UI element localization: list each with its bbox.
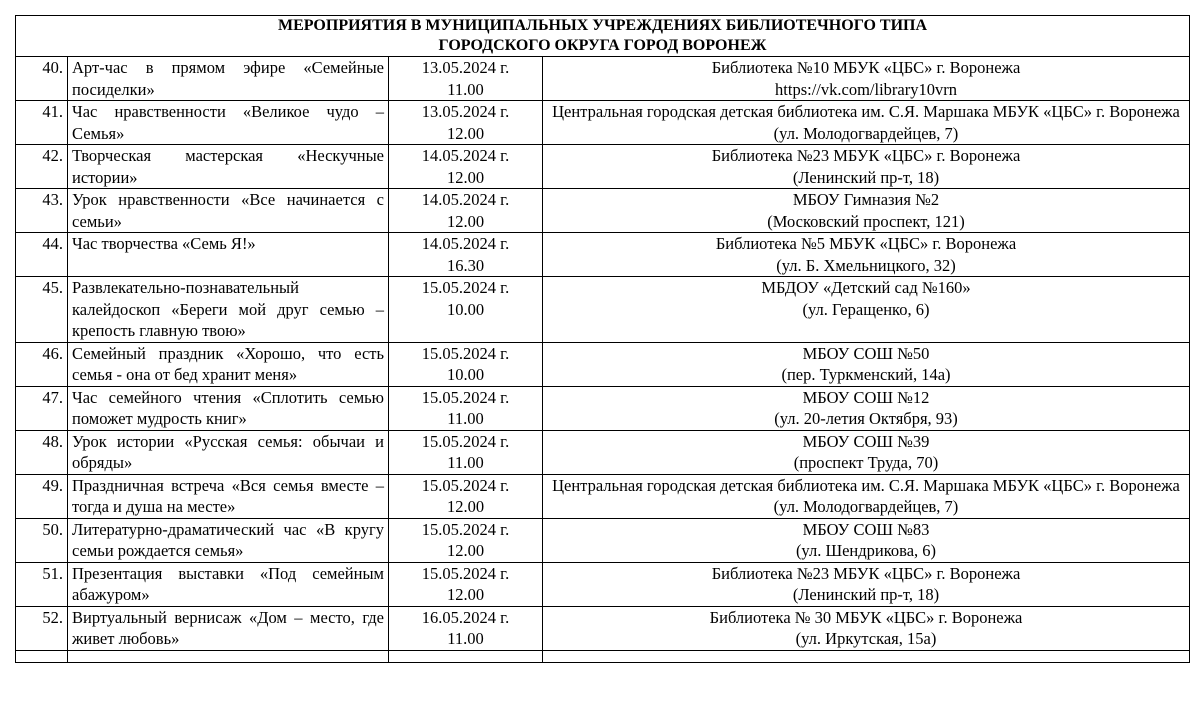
event-date: 15.05.2024 г. — [421, 563, 510, 583]
venue-name: МБОУ СОШ №12 — [802, 387, 930, 407]
venue-address: (ул. 20-летия Октября, 93) — [774, 409, 958, 428]
table-row — [16, 145, 1190, 189]
event-date: 15.05.2024 г. — [421, 343, 510, 363]
venue-name: Библиотека №10 МБУК «ЦБС» г. Воронежа — [711, 58, 1021, 77]
venue-address: (ул. Шендрикова, 6) — [795, 541, 937, 560]
row-number: 49. — [16, 474, 68, 518]
table-row — [16, 277, 1190, 343]
venue-address: (ул. Геращенко, 6) — [802, 299, 930, 319]
event-date: 14.05.2024 г. — [421, 190, 510, 209]
venue-name: Центральная городская детская библиотека им. С.Я. Маршака МБУК «ЦБС» г. Воронежа — [552, 102, 1180, 121]
event-name: Арт-час в прямом эфире «Семейные посиделки» — [68, 57, 389, 101]
event-date: 15.05.2024 г. — [421, 519, 510, 539]
event-time: 12.00 — [446, 497, 485, 516]
row-number: 46. — [16, 342, 68, 386]
event-name: Литературно-драматический час «В кругу семьи рождается семья» — [68, 518, 389, 562]
event-name: Праздничная встреча «Вся семья вместе – тогда и душа на месте» — [68, 474, 389, 518]
venue-name: МБОУ СОШ №39 — [802, 431, 930, 451]
table-row — [16, 562, 1190, 606]
venue-address: (Ленинский пр-т, 18) — [792, 167, 940, 187]
table-title-row — [16, 16, 1190, 57]
table-row — [16, 430, 1190, 474]
venue-name: Библиотека №23 МБУК «ЦБС» г. Воронежа — [711, 146, 1021, 165]
table-row — [16, 342, 1190, 386]
table-row — [16, 386, 1190, 430]
event-name: Семейный праздник «Хорошо, что есть семья - она от бед хранит меня» — [68, 342, 389, 386]
empty-cell — [16, 650, 68, 662]
event-time: 12.00 — [446, 541, 485, 560]
row-number: 47. — [16, 386, 68, 430]
row-number: 50. — [16, 518, 68, 562]
row-number: 52. — [16, 606, 68, 650]
event-venue — [543, 145, 1190, 189]
row-number: 40. — [16, 57, 68, 101]
title-line-2: ГОРОДСКОГО ОКРУГА ГОРОД ВОРОНЕЖ — [438, 37, 767, 54]
event-datetime — [389, 342, 543, 386]
table-row — [16, 189, 1190, 233]
event-date: 16.05.2024 г. — [421, 607, 510, 627]
table-row — [16, 474, 1190, 518]
event-venue — [543, 474, 1190, 518]
event-date: 15.05.2024 г. — [421, 387, 510, 407]
venue-address: (ул. Иркутская, 15а) — [795, 629, 937, 648]
event-time: 11.00 — [447, 453, 484, 472]
event-name: Развлекательно-познавательный калейдоскоп «Береги мой друг семью – крепость главную твою» — [68, 277, 389, 343]
event-name: Час творчества «Семь Я!» — [68, 233, 389, 277]
event-datetime — [389, 606, 543, 650]
event-time: 16.30 — [446, 255, 485, 275]
table-row — [16, 518, 1190, 562]
row-number: 43. — [16, 189, 68, 233]
event-name: Виртуальный вернисаж «Дом – место, где живет любовь» — [68, 606, 389, 650]
table-row — [16, 606, 1190, 650]
event-datetime — [389, 189, 543, 233]
event-date: 13.05.2024 г. — [421, 58, 510, 77]
event-name: Час нравственности «Великое чудо – Семья» — [68, 101, 389, 145]
title-line-1: МЕРОПРИЯТИЯ В МУНИЦИПАЛЬНЫХ УЧРЕЖДЕНИЯХ БИБЛИОТЕЧНОГО ТИПА — [277, 17, 928, 34]
table-title — [16, 16, 1190, 57]
event-venue — [543, 562, 1190, 606]
row-number: 41. — [16, 101, 68, 145]
event-venue — [543, 518, 1190, 562]
event-name: Час семейного чтения «Сплотить семью поможет мудрость книг» — [68, 386, 389, 430]
events-table — [15, 15, 1190, 663]
event-datetime — [389, 518, 543, 562]
event-date: 15.05.2024 г. — [421, 475, 510, 495]
venue-name: Библиотека №5 МБУК «ЦБС» г. Воронежа — [715, 234, 1017, 253]
event-time: 10.00 — [446, 299, 485, 319]
event-datetime — [389, 101, 543, 145]
event-datetime — [389, 277, 543, 343]
event-date: 14.05.2024 г. — [421, 234, 510, 253]
venue-address: (Ленинский пр-т, 18) — [792, 585, 940, 604]
event-venue — [543, 277, 1190, 343]
venue-name: МБОУ СОШ №83 — [802, 519, 930, 539]
event-time: 12.00 — [446, 585, 485, 604]
venue-address: (Московский проспект, 121) — [767, 211, 965, 231]
event-time: 12.00 — [446, 123, 485, 143]
venue-name: МБДОУ «Детский сад №160» — [761, 278, 971, 297]
event-datetime — [389, 386, 543, 430]
row-number: 42. — [16, 145, 68, 189]
event-name: Презентация выставки «Под семейным абажуром» — [68, 562, 389, 606]
table-row — [16, 101, 1190, 145]
event-datetime — [389, 562, 543, 606]
venue-address: (ул. Б. Хмельницкого, 32) — [776, 255, 956, 275]
event-time: 11.00 — [447, 409, 484, 428]
row-number: 48. — [16, 430, 68, 474]
event-time: 11.00 — [447, 629, 484, 648]
event-venue — [543, 233, 1190, 277]
event-venue — [543, 101, 1190, 145]
event-venue — [543, 386, 1190, 430]
event-name: Творческая мастерская «Нескучные истории» — [68, 145, 389, 189]
event-time: 11.00 — [447, 79, 484, 99]
event-date: 13.05.2024 г. — [421, 102, 510, 121]
event-datetime — [389, 430, 543, 474]
event-date: 15.05.2024 г. — [421, 431, 510, 451]
event-venue — [543, 57, 1190, 101]
event-time: 12.00 — [446, 211, 485, 231]
event-venue — [543, 342, 1190, 386]
venue-name: Библиотека № 30 МБУК «ЦБС» г. Воронежа — [709, 607, 1023, 627]
empty-cell — [68, 650, 389, 662]
document-page — [15, 15, 1190, 663]
event-time: 12.00 — [446, 167, 485, 187]
event-venue — [543, 189, 1190, 233]
empty-cell — [543, 650, 1190, 662]
venue-name: Библиотека №23 МБУК «ЦБС» г. Воронежа — [711, 563, 1021, 583]
venue-address: https://vk.com/library10vrn — [775, 79, 957, 99]
venue-address: (проспект Труда, 70) — [793, 453, 939, 472]
row-number: 51. — [16, 562, 68, 606]
venue-name: МБОУ Гимназия №2 — [792, 190, 940, 209]
row-number: 45. — [16, 277, 68, 343]
event-datetime — [389, 57, 543, 101]
venue-name: МБОУ СОШ №50 — [802, 343, 930, 363]
venue-name: Центральная городская детская библиотека им. С.Я. Маршака МБУК «ЦБС» г. Воронежа — [552, 475, 1180, 495]
row-number: 44. — [16, 233, 68, 277]
event-datetime — [389, 145, 543, 189]
table-row-continuation — [16, 650, 1190, 662]
event-venue — [543, 430, 1190, 474]
event-datetime — [389, 474, 543, 518]
event-venue — [543, 606, 1190, 650]
empty-cell — [389, 650, 543, 662]
venue-address: (пер. Туркменский, 14а) — [781, 365, 951, 384]
event-date: 14.05.2024 г. — [421, 146, 510, 165]
event-date: 15.05.2024 г. — [421, 278, 510, 297]
events-table-body — [16, 16, 1190, 663]
table-row — [16, 57, 1190, 101]
event-time: 10.00 — [446, 365, 485, 384]
event-name: Урок нравственности «Все начинается с семьи» — [68, 189, 389, 233]
table-row — [16, 233, 1190, 277]
event-name: Урок истории «Русская семья: обычаи и обряды» — [68, 430, 389, 474]
venue-address: (ул. Молодогвардейцев, 7) — [773, 123, 959, 143]
venue-address: (ул. Молодогвардейцев, 7) — [773, 497, 959, 516]
event-datetime — [389, 233, 543, 277]
